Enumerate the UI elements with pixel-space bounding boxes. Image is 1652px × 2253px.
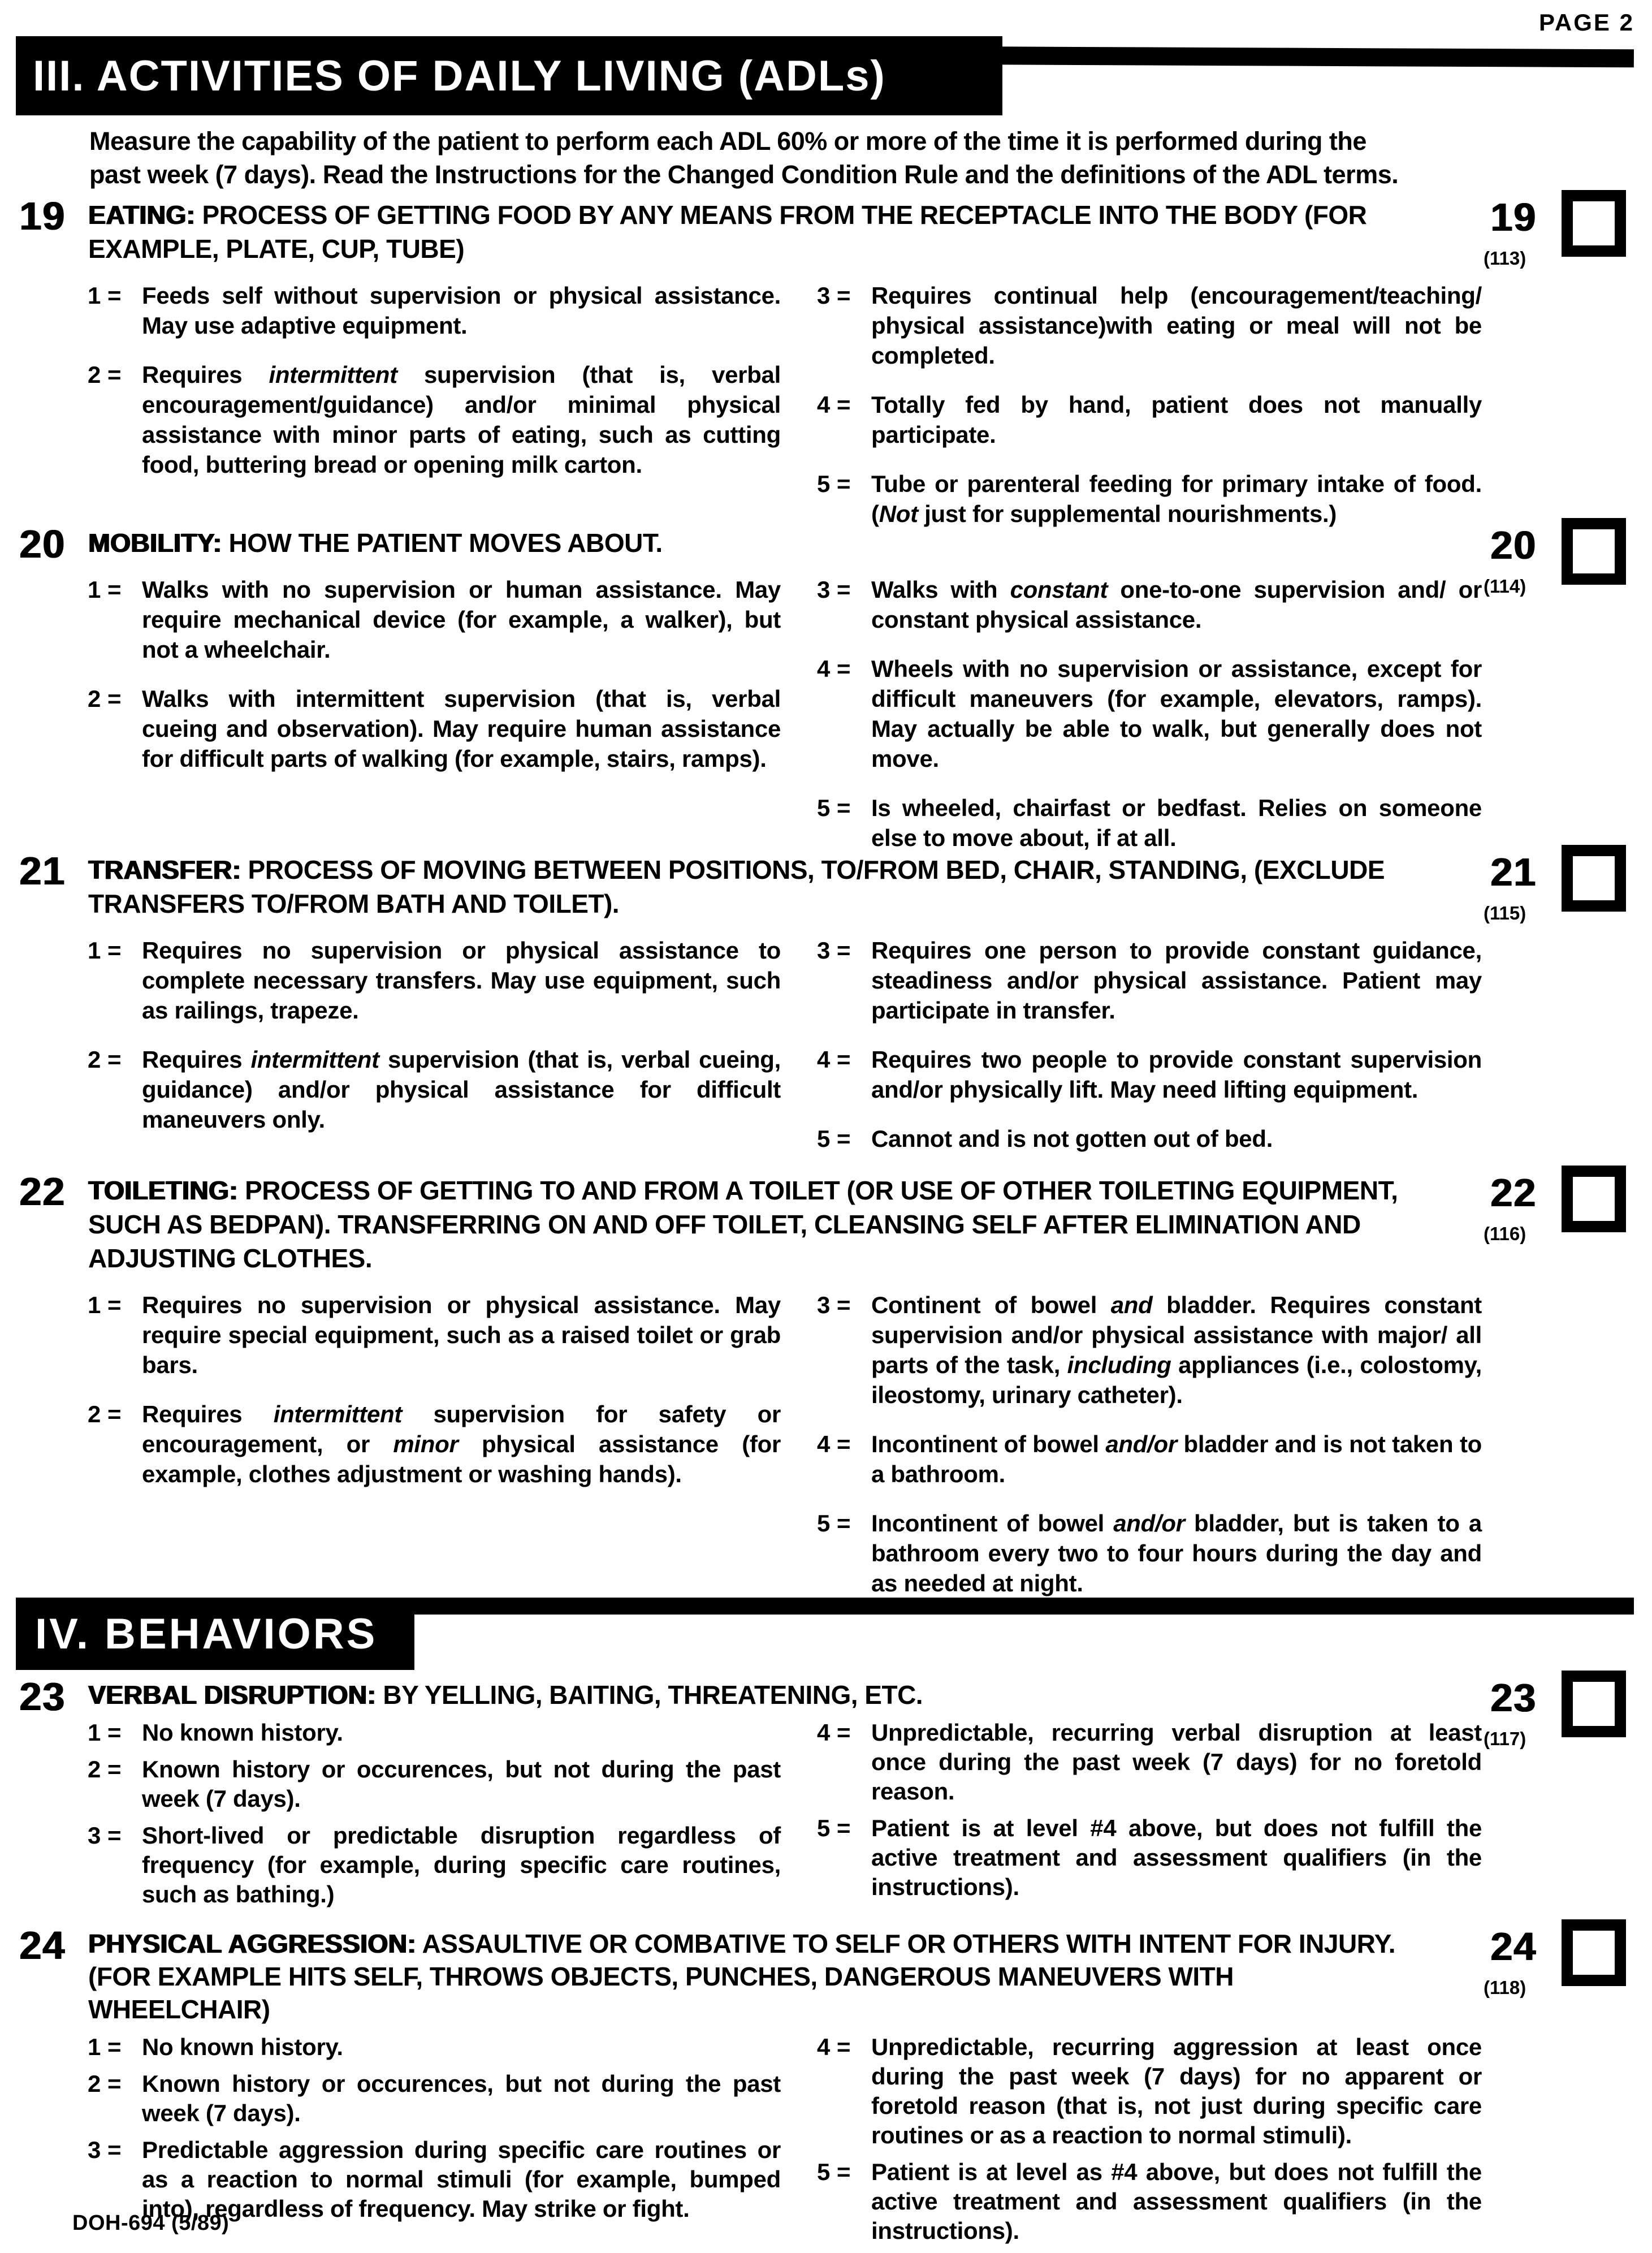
score-item-number: 19 — [1490, 195, 1537, 239]
item-name: PHYSICAL AGGRESSION: — [88, 1929, 416, 1958]
rating-option — [817, 935, 1482, 1025]
rating-option — [817, 575, 1482, 635]
option-text: Cannot and is not gotten out of bed. — [871, 1125, 1273, 1152]
item-number: 19 — [19, 194, 66, 238]
item-number: 20 — [19, 522, 66, 566]
rating-option — [88, 1290, 781, 1380]
option-text: Requires continual help (encouragement/teaching/ physical assistance)with eating or meal will not be completed. — [871, 282, 1482, 369]
option-text: Requires two people to provide constant supervision and/or physically lift. May need lifting equipment. — [871, 1046, 1482, 1103]
item-title — [88, 198, 1409, 266]
option-code: 4 = — [817, 655, 851, 682]
option-text: Patient is at level #4 above, but does not fulfill the active treatment and assessment qualifiers (in the instructions). — [871, 1815, 1482, 1900]
option-text: Patient is at level as #4 above, but does not fulfill the active treatment and assessment qualifiers (in the instructions). — [871, 2159, 1482, 2244]
option-code: 3 = — [88, 2137, 122, 2163]
option-text: Known history or occurences, but not during the past week (7 days). — [142, 2070, 781, 2126]
option-code: 3 = — [817, 282, 851, 309]
option-code: 3 = — [817, 937, 851, 964]
option-code: 4 = — [817, 1719, 851, 1746]
option-code: 2 = — [88, 685, 122, 712]
score-item-number: 23 — [1490, 1676, 1537, 1720]
rating-option — [88, 1718, 781, 1747]
option-code: 1 = — [88, 282, 122, 309]
option-code: 2 = — [88, 1046, 122, 1073]
option-text: Requires intermittent supervision (that is, verbal cueing, guidance) and/or physical assistance for difficult maneuvers only. — [142, 1046, 781, 1133]
rating-option — [88, 280, 781, 340]
option-code: 3 = — [817, 576, 851, 603]
option-code: 1 = — [88, 1719, 122, 1746]
option-code: 2 = — [88, 2070, 122, 2097]
rating-option — [88, 684, 781, 774]
item-definition: PROCESS OF GETTING TO AND FROM A TOILET (OR USE OF OTHER TOILETING EQUIPMENT, SUCH AS BEDPAN). TRANSFERRING ON AND OFF TOILET, CLEANSING SELF AFTER ELIMINATION AND ADJUSTING CLOTHES. — [88, 1176, 1398, 1273]
item-20-mobility — [0, 522, 1652, 853]
option-code: 5 = — [817, 1510, 851, 1536]
rating-option — [817, 469, 1482, 529]
item-22-toileting — [0, 1169, 1652, 1598]
option-text: Walks with no supervision or human assistance. May require mechanical device (for example, a walker), but not a wheelchair. — [142, 576, 781, 663]
item-title — [88, 1678, 1409, 1711]
item-definition: ASSAULTIVE OR COMBATIVE TO SELF OR OTHERS WITH INTENT FOR INJURY. (FOR EXAMPLE HITS SELF, THROWS OBJECTS, PUNCHES, DANGEROUS MANEUVERS WITH WHEELCHAIR) — [88, 1929, 1396, 2024]
field-code: (116) — [1484, 1223, 1526, 1244]
rating-option — [817, 1814, 1482, 1902]
item-24-score-checkbox[interactable] — [1562, 1919, 1626, 1986]
option-text: Requires no supervision or physical assistance to complete necessary transfers. May use equipment, such as railings, trapeze. — [142, 937, 781, 1024]
score-item-number: 22 — [1490, 1171, 1537, 1215]
option-text: Incontinent of bowel and/or bladder and is not taken to a bathroom. — [871, 1431, 1482, 1487]
rating-option — [88, 2135, 781, 2224]
rating-option — [88, 575, 781, 664]
item-number: 24 — [19, 1923, 66, 1967]
item-name: EATING: — [88, 200, 196, 230]
form-number: DOH-694 (5/89) — [72, 2211, 230, 2235]
rating-option — [88, 1045, 781, 1134]
option-text: Walks with intermittent supervision (that is, verbal cueing and observation). May require human assistance for difficult parts of walking (for example, stairs, ramps). — [142, 685, 781, 772]
option-text: Wheels with no supervision or assistance, except for difficult maneuvers (for example, elevators, ramps). May actually be able to walk, but generally does not move. — [871, 655, 1482, 772]
field-code: (118) — [1484, 1977, 1526, 1998]
score-box-group — [1470, 523, 1645, 616]
item-22-score-checkbox[interactable] — [1562, 1166, 1626, 1232]
option-code: 5 = — [817, 1815, 851, 1841]
item-title — [88, 1927, 1409, 2026]
option-text: Requires one person to provide constant guidance, steadiness and/or physical assistance. Patient may participate in transfer. — [871, 937, 1482, 1024]
item-definition: PROCESS OF GETTING FOOD BY ANY MEANS FROM THE RECEPTACLE INTO THE BODY (FOR EXAMPLE, PLATE, CUP, TUBE) — [88, 200, 1367, 264]
rating-option — [88, 1399, 781, 1489]
item-name: VERBAL DISRUPTION: — [88, 1680, 377, 1710]
item-23-verbal-disruption — [0, 1674, 1652, 1917]
field-code: (117) — [1484, 1728, 1526, 1749]
rating-option — [817, 1718, 1482, 1806]
section-iii-top-rule — [950, 46, 1634, 67]
rating-option — [817, 2032, 1482, 2150]
rating-option — [88, 360, 781, 480]
option-text: No known history. — [142, 2034, 343, 2060]
item-definition: BY YELLING, BAITING, THREATENING, ETC. — [383, 1680, 923, 1710]
option-code: 2 = — [88, 1756, 122, 1782]
rating-option — [817, 2157, 1482, 2246]
rating-option — [817, 1508, 1482, 1598]
score-box-group — [1470, 850, 1645, 943]
item-number: 23 — [19, 1674, 66, 1719]
item-name: TOILETING: — [88, 1176, 238, 1205]
option-text: Short-lived or predictable disruption regardless of frequency (for example, during specific care routines, such as bathing.) — [142, 1822, 781, 1907]
rating-option — [88, 2069, 781, 2128]
option-text: Unpredictable, recurring aggression at least once during the past week (7 days) for no apparent or foretold reason (that is, not just during specific care routines or as a reaction to normal stimuli). — [871, 2034, 1482, 2148]
option-code: 3 = — [88, 1822, 122, 1849]
option-text: No known history. — [142, 1719, 343, 1746]
option-text: Requires no supervision or physical assistance. May require special equipment, such as a raised toilet or grab bars. — [142, 1292, 781, 1378]
section-iii-banner — [16, 36, 1002, 115]
rating-option — [817, 390, 1482, 450]
score-box-group — [1470, 1173, 1645, 1264]
option-text: Walks with constant one-to-one supervision and/ or constant physical assistance. — [871, 576, 1482, 633]
rating-option — [817, 793, 1482, 853]
option-code: 4 = — [817, 1046, 851, 1073]
option-code: 1 = — [88, 937, 122, 964]
rating-option — [88, 1755, 781, 1814]
item-number: 21 — [19, 849, 66, 893]
item-title — [88, 853, 1409, 921]
item-definition: HOW THE PATIENT MOVES ABOUT. — [228, 528, 663, 558]
section-iv-banner — [16, 1598, 414, 1670]
field-code: (113) — [1484, 248, 1526, 269]
option-code: 3 = — [817, 1292, 851, 1318]
option-text: Tube or parenteral feeding for primary intake of food. (Not just for supplemental nourishments.) — [871, 471, 1482, 527]
option-code: 1 = — [88, 2034, 122, 2060]
option-code: 4 = — [817, 1431, 851, 1457]
rating-option — [817, 1045, 1482, 1104]
option-text: Is wheeled, chairfast or bedfast. Relies on someone else to move about, if at all. — [871, 795, 1482, 851]
adl-instructions: Measure the capability of the patient to perform each ADL 60% or more of the time it is performed during the past week (7 days). Read the Instructions for the Changed Condition Rule and the definitions of the ADL terms. — [89, 127, 1399, 189]
item-name: MOBILITY: — [88, 528, 222, 558]
option-code: 2 = — [88, 361, 122, 388]
score-box-group — [1470, 195, 1645, 288]
rating-option — [88, 1821, 781, 1909]
option-code: 4 = — [817, 391, 851, 418]
option-text: Known history or occurences, but not during the past week (7 days). — [142, 1756, 781, 1812]
option-code: 5 = — [817, 471, 851, 497]
option-code: 5 = — [817, 795, 851, 821]
option-text: Continent of bowel and bladder. Requires constant supervision and/or physical assistance with major/ all parts of the task, including appliances (i.e., colostomy, ileostomy, urinary catheter). — [871, 1292, 1482, 1408]
option-code: 4 = — [817, 2034, 851, 2060]
item-title — [88, 1173, 1409, 1275]
item-number: 22 — [19, 1169, 66, 1214]
field-code: (114) — [1484, 576, 1526, 597]
section-iv-title: IV. BEHAVIORS — [35, 1609, 378, 1658]
item-19-score-checkbox[interactable] — [1562, 190, 1626, 257]
option-code: 5 = — [817, 2159, 851, 2185]
score-item-number: 24 — [1490, 1924, 1537, 1969]
item-24-physical-aggression — [0, 1923, 1652, 2253]
item-23-score-checkbox[interactable] — [1562, 1671, 1626, 1737]
item-title — [88, 526, 1409, 560]
option-text: Predictable aggression during specific care routines or as a reaction to normal stimuli (for example, bumped into), regardless of frequency. May strike or fight. — [142, 2137, 781, 2222]
score-box-group — [1470, 1924, 1645, 2018]
option-text: Totally fed by hand, patient does not manually participate. — [871, 391, 1482, 448]
option-code: 5 = — [817, 1125, 851, 1152]
item-name: TRANSFER: — [88, 855, 241, 884]
option-text: Requires intermittent supervision (that is, verbal encouragement/guidance) and/or minimal physical assistance with minor parts of eating, such as cutting food, buttering bread or opening milk carton. — [142, 361, 781, 478]
rating-option — [817, 280, 1482, 370]
option-code: 1 = — [88, 576, 122, 603]
score-item-number: 20 — [1490, 523, 1537, 567]
item-19-eating — [0, 194, 1652, 529]
rating-option — [817, 654, 1482, 774]
section-iii-title: III. ACTIVITIES OF DAILY LIVING (ADLs) — [33, 51, 886, 100]
option-code: 1 = — [88, 1292, 122, 1318]
rating-option — [88, 935, 781, 1025]
option-code: 2 = — [88, 1401, 122, 1427]
item-20-score-checkbox[interactable] — [1562, 518, 1626, 585]
option-text: Feeds self without supervision or physical assistance. May use adaptive equipment. — [142, 282, 781, 339]
item-definition: PROCESS OF MOVING BETWEEN POSITIONS, TO/FROM BED, CHAIR, STANDING, (EXCLUDE TRANSFERS TO/FROM BATH AND TOILET). — [88, 855, 1385, 918]
item-21-score-checkbox[interactable] — [1562, 845, 1626, 912]
item-21-transfer — [0, 849, 1652, 1154]
score-box-group — [1470, 1678, 1645, 1769]
score-item-number: 21 — [1490, 850, 1537, 894]
rating-option — [88, 2032, 781, 2062]
option-text: Unpredictable, recurring verbal disruption at least once during the past week (7 days) for no foretold reason. — [871, 1719, 1482, 1805]
field-code: (115) — [1484, 903, 1526, 923]
rating-option — [817, 1124, 1482, 1154]
option-text: Requires intermittent supervision for safety or encouragement, or minor physical assistance (for example, clothes adjustment or washing hands). — [142, 1401, 781, 1487]
rating-option — [817, 1429, 1482, 1489]
rating-option — [817, 1290, 1482, 1410]
page-number-label: PAGE 2 — [1539, 9, 1634, 36]
option-text: Incontinent of bowel and/or bladder, but is taken to a bathroom every two to four hours during the day and as needed at night. — [871, 1510, 1482, 1596]
